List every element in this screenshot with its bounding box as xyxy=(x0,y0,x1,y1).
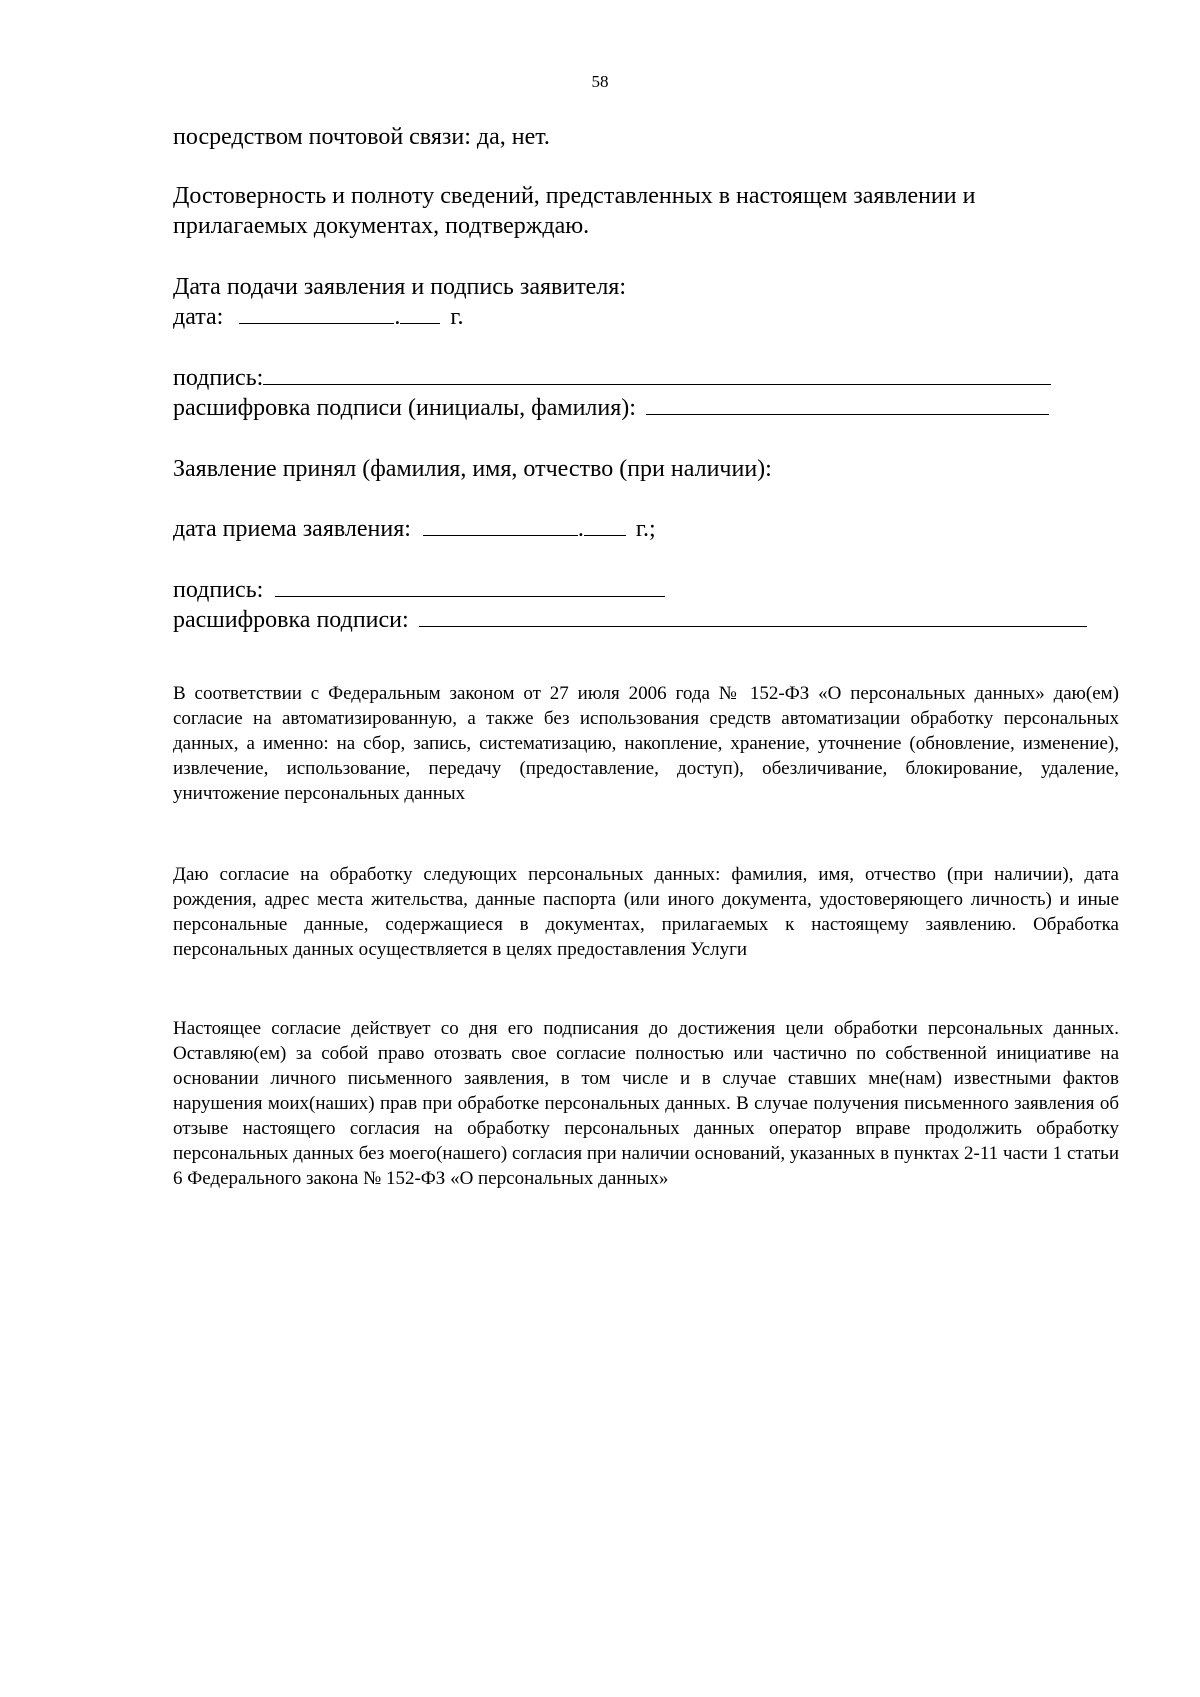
applicant-signature-row xyxy=(173,363,1051,393)
receiver-signature-field[interactable] xyxy=(275,576,665,597)
receiver-date-year-field[interactable] xyxy=(584,515,626,536)
receiver-heading: Заявление принял (фамилия, имя, отчество (при наличии): xyxy=(173,456,772,482)
applicant-signature-field[interactable] xyxy=(263,364,1051,385)
applicant-date-row xyxy=(173,302,463,332)
consent-paragraph-2: Даю согласие на обработку следующих персональных данных: фамилия, имя, отчество (при наличии), дата рождения, адрес места жительства, данные паспорта (или иного документа, удостоверяющего личность) и иные персональные данные, содержащиеся в документах, прилагаемых к настоящему заявлению. Обработка персональных данных осуществляется в целях предоставления Услуги xyxy=(173,864,1119,960)
confirmation-line-2: прилагаемых документах, подтверждаю. xyxy=(173,213,590,239)
receiver-date-label: дата приема заявления: xyxy=(173,516,411,542)
page-number: 58 xyxy=(591,72,609,91)
receiver-date-day-month-field[interactable] xyxy=(423,515,578,536)
applicant-year-suffix: г. xyxy=(450,304,464,330)
consent-paragraph-1: В соответствии с Федеральным законом от 27 июля 2006 года № 152-ФЗ «О персональных данных» даю(ем) согласие на автоматизированную, а также без использования средств автоматизации обработку персональных данных, а именно: на сбор, запись, систематизацию, накопление, хранение, уточнение (обновление, изменение), извлечение, использование, передачу (предоставление, доступ), обезличивание, блокирование, удаление, уничтожение персональных данных xyxy=(173,683,1119,804)
applicant-signature-label: подпись: xyxy=(173,365,264,391)
receiver-transcript-field[interactable] xyxy=(419,606,1087,627)
applicant-transcript-row xyxy=(173,393,1049,423)
applicant-date-year-field[interactable] xyxy=(400,303,440,324)
receiver-signature-row xyxy=(173,575,665,605)
receiver-year-suffix: г.; xyxy=(635,516,656,542)
receiver-signature-label: подпись: xyxy=(173,577,264,603)
applicant-date-day-month-field[interactable] xyxy=(239,303,394,324)
confirmation-line-1: Достоверность и полноту сведений, представленных в настоящем заявлении и xyxy=(173,183,976,209)
receiver-date-row xyxy=(173,514,656,544)
receiver-transcript-label: расшифровка подписи: xyxy=(173,607,409,633)
consent-paragraph-3: Настоящее согласие действует со дня его подписания до достижения цели обработки персональных данных. Оставляю(ем) за собой право отозвать свое согласие полностью или частично по собственной инициативе на основании личного письменного заявления, в том числе и в случае ставших мне(нам) известными фактов нарушения моих(наших) прав при обработке персональных данных. В случае получения письменного заявления об отзыве настоящего согласия на обработку персональных данных оператор вправе продолжить обработку персональных данных без моего(нашего) согласия при наличии оснований, указанных в пунктах 2-11 части 1 статьи 6 Федерального закона № 152-ФЗ «О персональных данных» xyxy=(173,1018,1119,1189)
applicant-heading: Дата подачи заявления и подпись заявителя: xyxy=(173,274,627,300)
receiver-transcript-row xyxy=(173,605,1087,635)
receiver-date-separator: . xyxy=(577,516,584,542)
postal-delivery-line: посредством почтовой связи: да, нет. xyxy=(173,124,550,150)
applicant-date-label: дата: xyxy=(173,304,224,330)
applicant-transcript-field[interactable] xyxy=(646,394,1049,415)
applicant-date-separator: . xyxy=(394,304,401,330)
applicant-transcript-label: расшифровка подписи (инициалы, фамилия): xyxy=(173,395,636,421)
